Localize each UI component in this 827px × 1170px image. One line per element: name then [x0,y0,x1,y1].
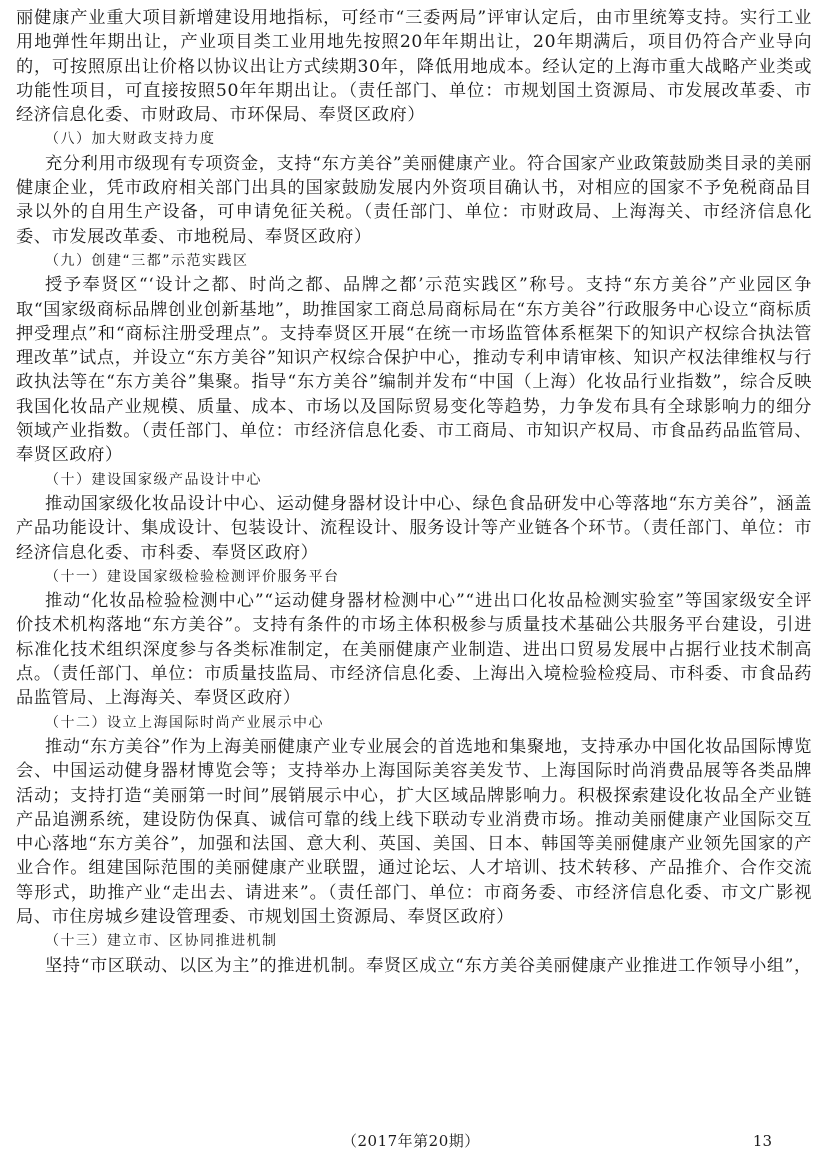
section-heading: （九）创建“三都”示范实践区 [45,252,249,269]
page-footer [0,1128,827,1154]
paragraph: 推动“东方美谷”作为上海美丽健康产业专业展会的首选地和集聚地，支持承办中国化妆品国际博览会、中国运动健身器材博览会等；支持举办上海国际美容美发节、上海国际时尚消费品展等各类品牌活动；支持打造“美丽第一时间”展销展示中心，扩大区域品牌影响力。积极探索建设化妆品全产业链产品追溯系统，建设防伪保真、诚信可靠的线上线下联动专业消费市场。推动美丽健康产业国际交互中心落地“东方美谷”，加强和法国、意大利、英国、美国、日本、韩国等美丽健康产业领先国家的产业合作。组建国际范围的美丽健康产业联盟，通过论坛、人才培训、技术转移、产品推介、合作交流等形式，助推产业“走出去、请进来”。（责任部门、单位：市商务委、市经济信息化委、市文广影视局、市住房城乡建设管理委、市规划国土资源局、奉贤区政府） [16,736,812,927]
section-heading: （十）建设国家级产品设计中心 [45,471,262,488]
paragraph: 推动国家级化妆品设计中心、运动健身器材设计中心、绿色食品研发中心等落地“东方美谷”，涵盖产品功能设计、集成设计、包装设计、流程设计、服务设计等产业链各个环节。（责任部门、单位：市经济信息化委、市科委、奉贤区政府） [16,493,812,563]
paragraph: 坚持“市区联动、以区为主”的推进机制。奉贤区成立“东方美谷美丽健康产业推进工作领导小组”， [45,955,812,976]
paragraph: 充分利用市级现有专项资金，支持“东方美谷”美丽健康产业。符合国家产业政策鼓励类目录的美丽健康企业，凭市政府相关部门出具的国家鼓励发展内外资项目确认书，对相应的国家不予免税商品目录以外的自用生产设备，可申请免征关税。（责任部门、单位：市财政局、上海海关、市经济信息化委、市发展改革委、市地税局、奉贤区政府） [16,153,812,247]
paragraph: 推动“化妆品检验检测中心”“运动健身器材检测中心”“进出口化妆品检测实验室”等国家级安全评价技术机构落地“东方美谷”。支持有条件的市场主体积极参与质量技术基础公共服务平台建设，引进标准化技术组织深度参与各类标准制定，在美丽健康产业制造、进出口贸易发展中占据行业技术制高点。（责任部门、单位：市质量技监局、市经济信息化委、上海出入境检验检疫局、市科委、市食品药品监管局、上海海关、奉贤区政府） [16,591,812,709]
section-heading: （八）加大财政支持力度 [45,131,216,148]
paragraph: 丽健康产业重大项目新增建设用地指标，可经市“三委两局”评审认定后，由市里统筹支持。实行工业用地弹性年期出让，产业项目类工业用地先按照20年年期出让，20年期满后，项目仍符合产业导向的，可按照原出让价格以协议出让方式续期30年，降低用地成本。经认定的上海市重大战略产业类或功能性项目，可直接按照50年年期出让。（责任部门、单位：市规划国土资源局、市发展改革委、市经济信息化委、市财政局、市环保局、奉贤区政府） [16,8,812,126]
section-heading: （十三）建立市、区协同推进机制 [45,933,278,950]
page-number: 13 [752,1132,772,1150]
issue-label: （2017年第20期） [342,1132,480,1150]
section-heading: （十二）设立上海国际时尚产业展示中心 [45,714,324,731]
document-body [16,6,812,978]
section-heading: （十一）建设国家级检验检测评价服务平台 [45,568,340,585]
paragraph: 授予奉贤区“‘设计之都、时尚之都、品牌之都’示范实践区”称号。支持“东方美谷”产业园区争取“国家级商标品牌创业创新基地”，助推国家工商总局商标局在“东方美谷”行政服务中心设立“商标质押受理点”和“商标注册受理点”。支持奉贤区开展“在统一市场监管体系框架下的知识产权综合执法管理改革”试点，并设立“东方美谷”知识产权综合保护中心，推动专利申请审核、知识产权法律维权与行政执法等在“东方美谷”集聚。指导“东方美谷”编制并发布“中国（上海）化妆品行业指数”，综合反映我国化妆品产业规模、质量、成本、市场以及国际贸易变化等趋势，力争发布具有全球影响力的细分领域产业指数。（责任部门、单位：市经济信息化委、市工商局、市知识产权局、市食品药品监管局、奉贤区政府） [16,275,812,466]
